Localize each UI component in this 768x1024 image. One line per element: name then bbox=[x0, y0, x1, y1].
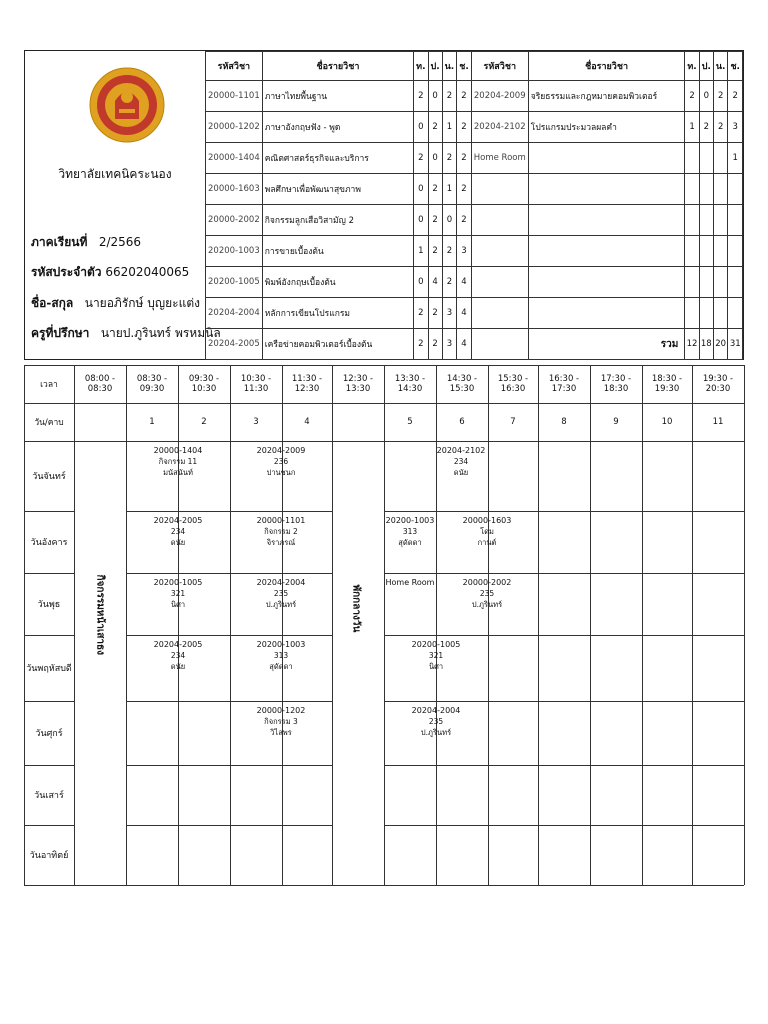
subject-hours: 2 bbox=[428, 174, 442, 205]
entry-teacher: นิศา bbox=[428, 662, 444, 671]
row-divider bbox=[126, 511, 332, 512]
student-id-line bbox=[31, 263, 189, 282]
advisor-label: ครูที่ปรึกษา bbox=[31, 326, 90, 340]
schedule-entry bbox=[230, 705, 332, 738]
schedule-entry bbox=[384, 639, 488, 672]
period-number: 3 bbox=[253, 417, 259, 427]
entry-teacher: ป.ภูรินทร์ bbox=[471, 600, 503, 609]
subject-table-header bbox=[206, 52, 743, 81]
row-divider bbox=[126, 701, 332, 702]
empty-cell bbox=[699, 174, 713, 205]
advisor-line bbox=[31, 324, 221, 343]
entry-room: 321 bbox=[428, 651, 444, 660]
subject-hours: 2 bbox=[428, 112, 442, 143]
empty-cell bbox=[699, 298, 713, 329]
subject-table bbox=[205, 51, 743, 360]
entry-room: 313 bbox=[273, 651, 289, 660]
time-header: 17:30 - 18:30 bbox=[600, 374, 632, 394]
table-row bbox=[206, 81, 743, 112]
entry-room: 235 bbox=[273, 589, 289, 598]
time-header: 08:30 - 09:30 bbox=[136, 374, 168, 394]
subject-hours: 0 bbox=[442, 205, 457, 236]
total-hours: 12 bbox=[685, 329, 699, 360]
schedule-entry bbox=[230, 639, 332, 672]
schedule-entry bbox=[126, 515, 230, 548]
table-row bbox=[206, 329, 743, 360]
entry-code: 20200-1003 bbox=[385, 516, 435, 525]
entry-room: 235 bbox=[428, 717, 444, 726]
table-row bbox=[206, 267, 743, 298]
entry-code: 20000-1202 bbox=[256, 706, 306, 715]
entry-teacher: ปานชนก bbox=[266, 468, 296, 477]
column-header: น. bbox=[713, 52, 728, 81]
day-label: วันพุธ bbox=[37, 600, 61, 610]
period-number: 6 bbox=[459, 417, 465, 427]
column-divider bbox=[74, 365, 75, 885]
student-info-panel bbox=[25, 51, 221, 359]
subject-hours: 0 bbox=[428, 143, 442, 174]
schedule-entry bbox=[384, 445, 538, 478]
empty-cell bbox=[713, 267, 728, 298]
subject-hours: 0 bbox=[428, 81, 442, 112]
column-divider bbox=[332, 365, 333, 885]
row-divider bbox=[384, 635, 744, 636]
subject-hours: 3 bbox=[442, 298, 457, 329]
subject-hours: 4 bbox=[428, 267, 442, 298]
subject-code: 20200-1003 bbox=[206, 236, 263, 267]
empty-cell bbox=[685, 236, 699, 267]
empty-cell bbox=[471, 174, 528, 205]
empty-cell bbox=[713, 205, 728, 236]
entry-teacher: สุดัดดา bbox=[398, 538, 422, 547]
subject-hours: 0 bbox=[414, 174, 428, 205]
row-divider bbox=[126, 573, 332, 574]
table-row bbox=[206, 112, 743, 143]
column-divider bbox=[230, 365, 231, 885]
entry-room: 234 bbox=[170, 527, 186, 536]
subject-hours: 2 bbox=[442, 236, 457, 267]
subject-hours: 2 bbox=[457, 143, 472, 174]
column-divider bbox=[384, 365, 385, 885]
time-header: 19:30 - 20:30 bbox=[702, 374, 734, 394]
empty-cell bbox=[728, 174, 743, 205]
entry-code: 20000-1603 bbox=[462, 516, 512, 525]
time-header: 16:30 - 17:30 bbox=[548, 374, 580, 394]
subject-hours: 2 bbox=[442, 81, 457, 112]
table-row bbox=[206, 143, 743, 174]
empty-cell bbox=[528, 298, 685, 329]
column-divider bbox=[488, 365, 489, 885]
subject-hours: 2 bbox=[442, 143, 457, 174]
subject-hours: 2 bbox=[428, 236, 442, 267]
subject-code: 20000-1101 bbox=[206, 81, 263, 112]
column-header: ชื่อรายวิชา bbox=[528, 52, 685, 81]
name-value: นายอภิรักษ์ บุญยะแต่ง bbox=[84, 296, 200, 310]
entry-code: 20000-2002 bbox=[462, 578, 512, 587]
total-label: รวม bbox=[528, 329, 685, 360]
subject-hours: 2 bbox=[414, 298, 428, 329]
day-label: วันเสาร์ bbox=[34, 791, 64, 801]
subject-hours: 2 bbox=[428, 298, 442, 329]
empty-cell bbox=[699, 267, 713, 298]
empty-cell bbox=[728, 298, 743, 329]
subject-hours: 3 bbox=[457, 236, 472, 267]
period-number: 11 bbox=[712, 417, 724, 427]
entry-room: 235 bbox=[479, 589, 495, 598]
entry-room: กิจกรรม 2 bbox=[264, 527, 298, 536]
row-divider bbox=[126, 635, 332, 636]
column-divider bbox=[692, 365, 693, 885]
empty-cell bbox=[685, 267, 699, 298]
column-divider bbox=[282, 365, 283, 885]
subject-hours: 1 bbox=[414, 236, 428, 267]
column-header: รหัสวิชา bbox=[206, 52, 263, 81]
subject-name: การขายเบื้องต้น bbox=[262, 236, 413, 267]
entry-teacher: ป.ภูรินทร์ bbox=[420, 728, 452, 737]
schedule-entry bbox=[230, 515, 332, 548]
subject-hours: 3 bbox=[728, 112, 743, 143]
row-divider bbox=[126, 825, 332, 826]
subject-hours: 3 bbox=[442, 329, 457, 360]
column-header: รหัสวิชา bbox=[471, 52, 528, 81]
total-hours: 20 bbox=[713, 329, 728, 360]
entry-teacher: นิศา bbox=[170, 600, 186, 609]
subject-hours: 4 bbox=[457, 329, 472, 360]
subject-hours: 2 bbox=[713, 112, 728, 143]
college-name: วิทยาลัยเทคนิคระนอง bbox=[58, 167, 172, 181]
course-summary bbox=[24, 50, 744, 360]
schedule-entry bbox=[384, 705, 488, 738]
entry-room: 321 bbox=[170, 589, 186, 598]
empty-cell bbox=[471, 236, 528, 267]
subject-code: 20000-1404 bbox=[206, 143, 263, 174]
entry-code: Home Room bbox=[385, 578, 435, 587]
column-divider bbox=[436, 365, 437, 885]
subject-name: คณิตศาสตร์ธุรกิจและบริการ bbox=[262, 143, 413, 174]
subject-name: พิมพ์อังกฤษเบื้องต้น bbox=[262, 267, 413, 298]
entry-code: 20204-2004 bbox=[256, 578, 306, 587]
entry-code: 20000-1101 bbox=[256, 516, 306, 525]
total-hours: 18 bbox=[699, 329, 713, 360]
entry-teacher: ดนัย bbox=[170, 538, 186, 547]
entry-teacher: มนัสนันท์ bbox=[163, 468, 193, 477]
subject-hours: 4 bbox=[457, 267, 472, 298]
entry-code: 20204-2004 bbox=[411, 706, 461, 715]
subject-hours: 0 bbox=[699, 81, 713, 112]
subject-hours: 2 bbox=[442, 267, 457, 298]
schedule-entry bbox=[384, 577, 436, 588]
empty-cell bbox=[713, 298, 728, 329]
subject-name: เครือข่ายคอมพิวเตอร์เบื้องต้น bbox=[262, 329, 413, 360]
subject-hours: 2 bbox=[728, 81, 743, 112]
advisor-value: นายป.ภูรินทร์ พรหมนิล bbox=[100, 326, 221, 340]
schedule-entry bbox=[436, 577, 538, 610]
table-row bbox=[206, 298, 743, 329]
entry-code: 20204-2005 bbox=[153, 516, 203, 525]
entry-teacher: กานต์ bbox=[477, 538, 497, 547]
entry-teacher: สุดัดดา bbox=[269, 662, 293, 671]
entry-code: 20200-1003 bbox=[256, 640, 306, 649]
lunch-label: พักกลางวัน bbox=[350, 584, 362, 633]
column-header: ป. bbox=[428, 52, 442, 81]
subject-code: Home Room bbox=[471, 143, 528, 174]
entry-code: 20000-1404 bbox=[153, 446, 203, 455]
subject-code: 20000-1202 bbox=[206, 112, 263, 143]
schedule-entry bbox=[384, 515, 436, 548]
entry-room: 313 bbox=[402, 527, 418, 536]
column-divider bbox=[590, 365, 591, 885]
day-label: วันศุกร์ bbox=[35, 729, 63, 739]
empty-cell bbox=[713, 174, 728, 205]
column-header: ช. bbox=[728, 52, 743, 81]
empty-cell bbox=[699, 236, 713, 267]
empty-cell bbox=[528, 267, 685, 298]
subject-hours: 2 bbox=[713, 81, 728, 112]
subject-hours: 2 bbox=[685, 81, 699, 112]
column-divider bbox=[126, 365, 127, 885]
entry-room: โดม bbox=[480, 527, 494, 536]
subject-hours: 1 bbox=[728, 143, 743, 174]
empty-cell bbox=[713, 236, 728, 267]
subject-code: 20204-2004 bbox=[206, 298, 263, 329]
empty-cell bbox=[471, 267, 528, 298]
subject-code: 20000-2002 bbox=[206, 205, 263, 236]
subject-hours: 1 bbox=[685, 112, 699, 143]
entry-teacher: ดนัย bbox=[453, 468, 469, 477]
subject-hours: 0 bbox=[414, 205, 428, 236]
time-header: 14:30 - 15:30 bbox=[446, 374, 478, 394]
subject-hours: 1 bbox=[442, 112, 457, 143]
subject-code: 20204-2009 bbox=[471, 81, 528, 112]
empty-cell bbox=[528, 174, 685, 205]
time-header: 18:30 - 19:30 bbox=[651, 374, 683, 394]
subject-hours bbox=[713, 143, 728, 174]
period-number: 7 bbox=[510, 417, 516, 427]
entry-room: กิจกรรม 11 bbox=[158, 457, 198, 466]
schedule-entry bbox=[230, 445, 332, 478]
entry-code: 20204-2009 bbox=[256, 446, 306, 455]
table-row bbox=[206, 205, 743, 236]
column-header: ป. bbox=[699, 52, 713, 81]
period-number: 1 bbox=[149, 417, 155, 427]
subject-hours: 2 bbox=[699, 112, 713, 143]
subject-code: 20200-1005 bbox=[206, 267, 263, 298]
time-label: เวลา bbox=[40, 380, 58, 390]
entry-teacher: วิไลพร bbox=[270, 728, 292, 737]
entry-code: 20204-2005 bbox=[153, 640, 203, 649]
period-number: 8 bbox=[561, 417, 567, 427]
subject-name: โปรแกรมประมวลผลคำ bbox=[528, 112, 685, 143]
semester-line bbox=[31, 233, 141, 252]
row-divider bbox=[24, 885, 744, 886]
entry-code: 20200-1005 bbox=[153, 578, 203, 587]
empty-cell bbox=[728, 205, 743, 236]
subject-name: พลศึกษาเพื่อพัฒนาสุขภาพ bbox=[262, 174, 413, 205]
empty-cell bbox=[471, 205, 528, 236]
entry-teacher: ดนัย bbox=[170, 662, 186, 671]
empty-cell bbox=[685, 205, 699, 236]
row-divider bbox=[384, 573, 744, 574]
semester-value: 2/2566 bbox=[98, 235, 142, 249]
day-label: วันจันทร์ bbox=[32, 472, 66, 482]
entry-room: กิจกรรม 3 bbox=[264, 717, 298, 726]
row-divider bbox=[384, 765, 744, 766]
day-label: วันอังคาร bbox=[30, 538, 68, 548]
subject-hours bbox=[685, 143, 699, 174]
entry-teacher: จิราภรณ์ bbox=[266, 538, 296, 547]
empty-cell bbox=[685, 298, 699, 329]
schedule-entry bbox=[126, 639, 230, 672]
subject-name: จริยธรรมและกฎหมายคอมพิวเตอร์ bbox=[528, 81, 685, 112]
column-header: ท. bbox=[685, 52, 699, 81]
time-header: 09:30 - 10:30 bbox=[188, 374, 220, 394]
time-header: 11:30 - 12:30 bbox=[291, 374, 323, 394]
subject-hours: 2 bbox=[457, 174, 472, 205]
period-number: 10 bbox=[661, 417, 673, 427]
entry-teacher: ป.ภูรินทร์ bbox=[265, 600, 297, 609]
entry-code: 20204-2102 bbox=[436, 446, 486, 455]
subject-name: กิจกรรมลูกเสือวิสามัญ 2 bbox=[262, 205, 413, 236]
subject-name: หลักการเขียนโปรแกรม bbox=[262, 298, 413, 329]
table-row bbox=[206, 236, 743, 267]
day-label: วันอาทิตย์ bbox=[29, 851, 69, 861]
empty-cell bbox=[528, 236, 685, 267]
period-label: วัน/คาบ bbox=[34, 418, 64, 428]
morning-activity-label: กิจกรรมหน้าเสาธง bbox=[94, 574, 106, 655]
student-id-label: รหัสประจำตัว bbox=[31, 265, 102, 279]
column-header: น. bbox=[442, 52, 457, 81]
period-number: 5 bbox=[407, 417, 413, 427]
column-header: ช. bbox=[457, 52, 472, 81]
empty-cell bbox=[685, 174, 699, 205]
row-divider bbox=[384, 511, 744, 512]
semester-label: ภาคเรียนที่ bbox=[31, 235, 88, 249]
subject-hours bbox=[699, 143, 713, 174]
subject-hours: 2 bbox=[457, 81, 472, 112]
empty-cell bbox=[728, 267, 743, 298]
column-divider bbox=[642, 365, 643, 885]
subject-code: 20204-2102 bbox=[471, 112, 528, 143]
subject-hours: 2 bbox=[414, 143, 428, 174]
weekly-timetable bbox=[24, 365, 744, 885]
entry-room: 234 bbox=[170, 651, 186, 660]
empty-cell bbox=[528, 205, 685, 236]
subject-hours: 0 bbox=[414, 267, 428, 298]
schedule-entry bbox=[126, 445, 230, 478]
row-divider bbox=[384, 825, 744, 826]
subject-code: 20204-2005 bbox=[206, 329, 263, 360]
table-row bbox=[206, 174, 743, 205]
row-divider bbox=[126, 765, 332, 766]
subject-hours: 0 bbox=[414, 112, 428, 143]
column-divider bbox=[178, 365, 179, 885]
schedule-entry bbox=[436, 515, 538, 548]
time-header: 12:30 - 13:30 bbox=[342, 374, 374, 394]
entry-code: 20200-1005 bbox=[411, 640, 461, 649]
schedule-entry bbox=[230, 577, 332, 610]
subject-name: ภาษาไทยพื้นฐาน bbox=[262, 81, 413, 112]
empty-cell bbox=[471, 329, 528, 360]
column-header: ท. bbox=[414, 52, 428, 81]
time-header: 10:30 - 11:30 bbox=[240, 374, 272, 394]
time-header: 08:00 - 08:30 bbox=[84, 374, 116, 394]
subject-hours: 4 bbox=[457, 298, 472, 329]
name-line bbox=[31, 294, 200, 313]
column-divider bbox=[538, 365, 539, 885]
column-divider bbox=[744, 365, 745, 885]
subject-hours: 2 bbox=[457, 205, 472, 236]
subject-hours: 2 bbox=[428, 329, 442, 360]
subject-hours: 2 bbox=[457, 112, 472, 143]
row-divider bbox=[384, 701, 744, 702]
empty-cell bbox=[471, 298, 528, 329]
total-hours: 31 bbox=[728, 329, 743, 360]
empty-cell bbox=[699, 205, 713, 236]
subject-hours: 1 bbox=[442, 174, 457, 205]
period-number: 9 bbox=[613, 417, 619, 427]
subject-name: ภาษาอังกฤษฟัง - พูด bbox=[262, 112, 413, 143]
empty-cell bbox=[728, 236, 743, 267]
subject-hours: 2 bbox=[414, 329, 428, 360]
entry-room: 236 bbox=[273, 457, 289, 466]
period-number: 2 bbox=[201, 417, 207, 427]
subject-hours: 2 bbox=[428, 205, 442, 236]
day-label: วันพฤหัสบดี bbox=[26, 664, 72, 674]
student-id-value: 66202040065 bbox=[105, 265, 190, 279]
subject-hours: 2 bbox=[414, 81, 428, 112]
college-logo-icon bbox=[89, 61, 165, 149]
subject-name bbox=[528, 143, 685, 174]
time-header: 13:30 - 14:30 bbox=[394, 374, 426, 394]
schedule-entry bbox=[126, 577, 230, 610]
subject-code: 20000-1603 bbox=[206, 174, 263, 205]
time-header: 15:30 - 16:30 bbox=[497, 374, 529, 394]
name-label: ชื่อ-สกุล bbox=[31, 296, 74, 310]
column-header: ชื่อรายวิชา bbox=[262, 52, 413, 81]
period-number: 4 bbox=[304, 417, 310, 427]
entry-room: 234 bbox=[453, 457, 469, 466]
